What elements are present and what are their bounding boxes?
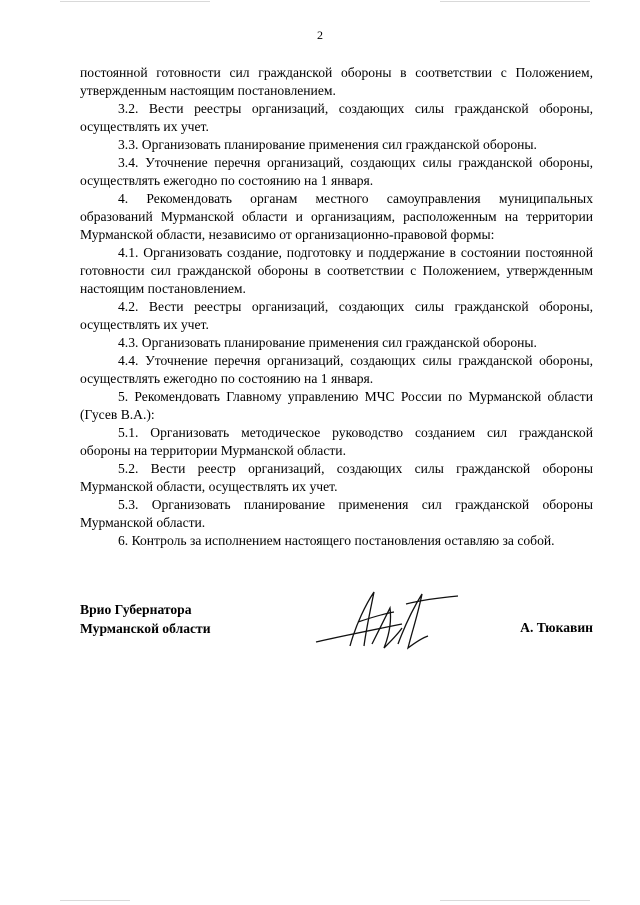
signatory-name: А. Тюкавин (520, 620, 593, 635)
scan-edge-top-left (60, 1, 210, 2)
paragraph-5-1: 5.1. Организовать методическое руководство созданием сил гражданской обороны на территории Мурманской области. (80, 425, 593, 458)
paragraph-5: 5. Рекомендовать Главному управлению МЧС России по Мурманской области (Гусев В.А.): (80, 389, 593, 422)
paragraph-4-1: 4.1. Организовать создание, подготовку и поддержание в состоянии постоянной готовности сил гражданской обороны в соответствии с Положением, утвержденным настоящим постановлением. (80, 245, 593, 296)
paragraph-4: 4. Рекомендовать органам местного самоуправления муниципальных образований Мурманской области и организациям, расположенным на территории Мурманской области, независимо от организационно-правовой формы: (80, 191, 593, 242)
signature-block (80, 600, 593, 660)
paragraph-4-4: 4.4. Уточнение перечня организаций, создающих силы гражданской обороны, осуществлять ежегодно по состоянию на 1 января. (80, 353, 593, 386)
signatory-title-line-2: Мурманской области (80, 621, 211, 636)
paragraph-5-3: 5.3. Организовать планирование применения сил гражданской обороны Мурманской области. (80, 497, 593, 530)
paragraph-5-2: 5.2. Вести реестр организаций, создающих силы гражданской обороны Мурманской области, осуществлять их учет. (80, 461, 593, 494)
signatory-title-line-1: Врио Губернатора (80, 602, 192, 617)
handwritten-signature (312, 584, 462, 664)
paragraph-3-3: 3.3. Организовать планирование применения сил гражданской обороны. (118, 137, 537, 152)
scan-edge-bottom-left (60, 900, 130, 901)
paragraph-3-4: 3.4. Уточнение перечня организаций, создающих силы гражданской обороны, осуществлять ежегодно по состоянию на 1 января. (80, 155, 593, 188)
paragraph-4-3: 4.3. Организовать планирование применения сил гражданской обороны. (118, 335, 537, 350)
paragraph-3-2: 3.2. Вести реестры организаций, создающих силы гражданской обороны, осуществлять их учет. (80, 101, 593, 134)
paragraph-4-2: 4.2. Вести реестры организаций, создающих силы гражданской обороны, осуществлять их учет. (80, 299, 593, 332)
paragraph-continuation: постоянной готовности сил гражданской обороны в соответствии с Положением, утвержденным настоящим постановлением. (80, 65, 593, 98)
signatory-title (80, 600, 211, 638)
paragraph-6: 6. Контроль за исполнением настоящего постановления оставляю за собой. (118, 533, 555, 548)
page-number: 2 (317, 28, 323, 42)
scan-edge-top-right (440, 1, 590, 2)
document-body (80, 64, 593, 550)
scan-edge-bottom-right (440, 900, 590, 901)
